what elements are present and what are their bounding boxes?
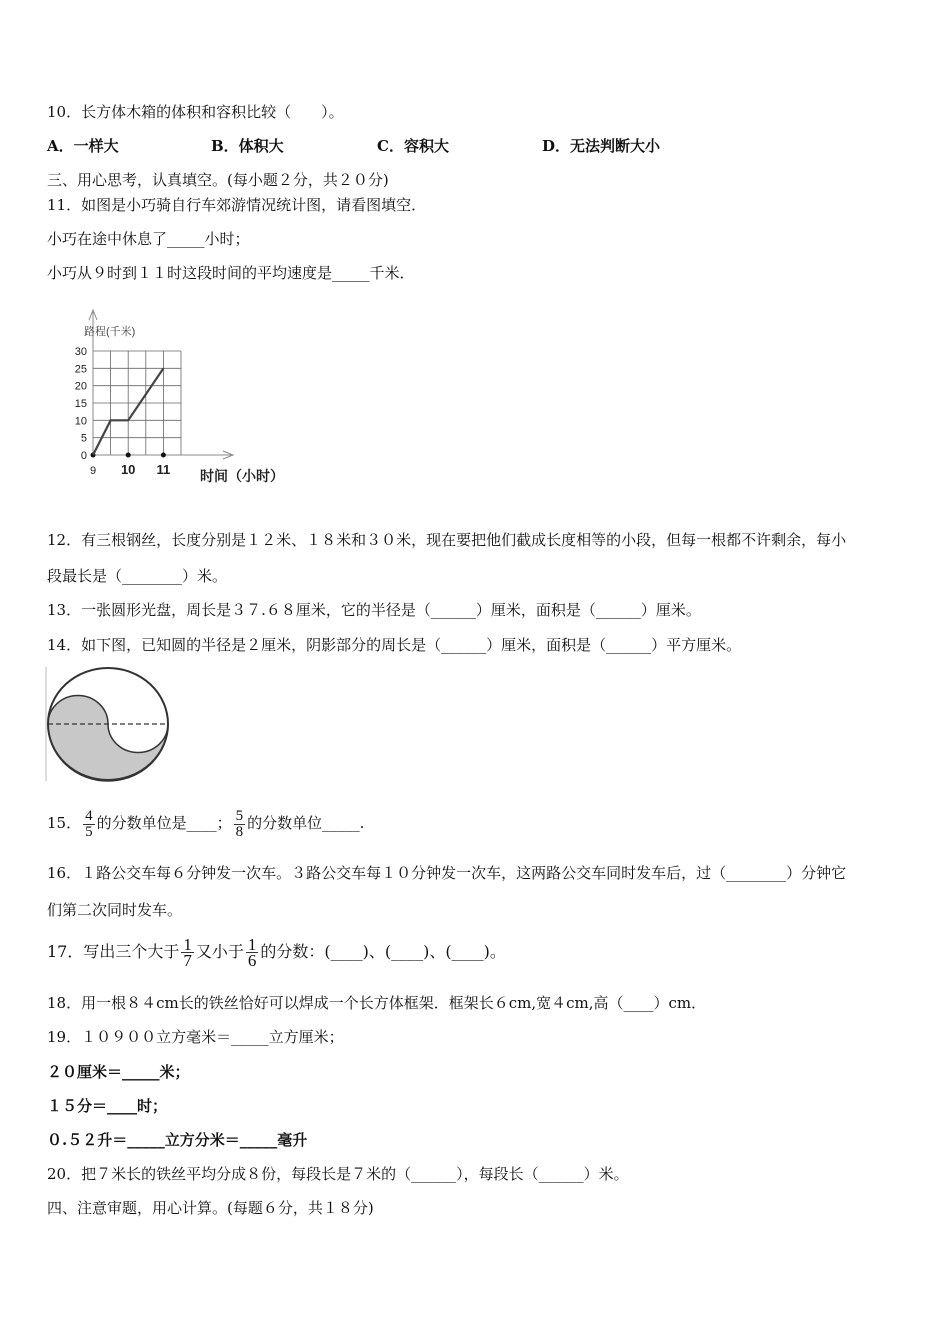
question-12-line-1: 12．有三根钢丝，长度分别是１２米、１８米和３０米，现在要把他们截成长度相等的小段，但每一根都不许剩余，每小 (47, 531, 847, 549)
question-12-line-2: 段最长是（________）米。 (47, 567, 228, 585)
y-tick-label: 5 (80, 432, 87, 445)
circle-shaded-figure (44, 667, 174, 785)
question-13: 13．一张圆形光盘，周长是３７.６８厘米，它的半径是（______）厘米，面积是（______）厘米。 (47, 601, 701, 619)
chart-ticks (75, 346, 171, 477)
question-20: 20．把７米长的铁丝平均分成８份，每段长是７米的（______），每段长（______）米。 (47, 1165, 629, 1183)
x-tick-dot (126, 453, 131, 458)
question-15-label: 15． (47, 814, 82, 832)
fraction-5-8: $\frac{5}{8}$ (235, 807, 244, 840)
question-10: 10．长方体木箱的体积和容积比较（ ）。 (47, 103, 344, 121)
section-3-heading: 三、用心思考，认真填空。(每小题２分，共２０分) (47, 171, 389, 189)
y-tick-label: 15 (74, 398, 87, 410)
question-11: 11．如图是小巧骑自行车郊游情况统计图，请看图填空． (47, 196, 427, 214)
y-tick-label: 0 (80, 450, 87, 462)
option-b: B．体积大 (211, 137, 284, 155)
question-15-text-1: 的分数单位是____； (96, 814, 232, 832)
question-10-options (47, 136, 847, 156)
question-18: 18．用一根８４cm长的铁丝恰好可以焊成一个长方体框架．框架长６cm,宽４cm,高（____）cm． (47, 994, 707, 1012)
question-19-line-1: 19．１０９００立方毫米＝_____立方厘米； (47, 1028, 344, 1046)
x-tick-label: 11 (156, 462, 171, 477)
fraction-1-6: $\frac{1}{6}$ (247, 935, 257, 970)
question-14: 14．如下图，已知圆的半径是２厘米，阴影部分的周长是（______）厘米，面积是（______）平方厘米。 (47, 636, 742, 654)
fraction-1-7: $\frac{1}{7}$ (183, 935, 192, 970)
chart-x-axis-label: 时间（小时） (200, 468, 284, 484)
shaded-region (48, 696, 168, 782)
question-11-line-1: 小巧在途中休息了_____小时； (47, 230, 250, 248)
fraction-4-5: $\frac{4}{5}$ (85, 807, 93, 840)
question-19-line-2: ２０厘米＝_____米； (47, 1063, 190, 1081)
x-tick-label: 10 (120, 462, 136, 477)
option-c: C．容积大 (377, 137, 449, 155)
y-tick-label: 20 (74, 380, 87, 393)
option-a: A．一样大 (47, 137, 119, 155)
y-tick-label: 25 (74, 363, 87, 376)
question-17-tail: 的分数：(____)、(____)、(____)。 (260, 942, 506, 961)
question-19-line-4: ０.５２升＝_____立方分米＝_____毫升 (47, 1131, 308, 1149)
question-16-line-1: 16．１路公交车每６分钟发一次车。３路公交车每１０分钟发一次车，这两路公交车同时发车后，过（________）分钟它 (47, 864, 847, 882)
y-tick-label: 30 (74, 346, 87, 358)
x-tick-label: 9 (89, 465, 97, 477)
question-11-line-2: 小巧从９时到１１时这段时间的平均速度是_____千米． (47, 264, 415, 282)
question-17 (47, 932, 506, 972)
question-15-text-2: 的分数单位_____. (247, 814, 365, 832)
question-17-label: 17．写出三个大于 (47, 942, 180, 961)
question-16-line-2: 们第二次同时发车。 (47, 901, 183, 919)
question-15 (47, 805, 364, 841)
option-d: D．无法判断大小 (542, 137, 661, 155)
question-17-mid: 又小于 (195, 942, 244, 961)
section-4-heading: 四、注意审题，用心计算。(每题６分，共１８分) (47, 1199, 374, 1217)
y-tick-label: 10 (74, 415, 87, 428)
distance-time-chart (50, 300, 310, 495)
chart-grid (93, 351, 181, 455)
x-tick-dot (161, 453, 166, 458)
chart-y-axis-label: 路程(千米) (84, 326, 136, 338)
question-19-line-3: １５分＝____时； (47, 1097, 168, 1115)
